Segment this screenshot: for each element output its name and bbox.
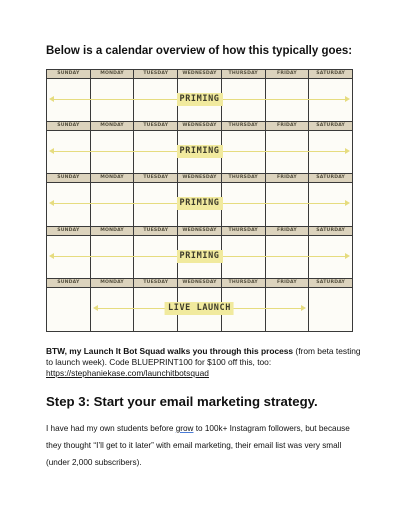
arrow-right-icon [345,253,350,259]
span-arrow [97,302,303,313]
arrow-left-icon [49,253,54,259]
arrow-left-icon [49,96,54,102]
day-header: MONDAY [91,174,135,182]
day-cell [266,236,310,279]
day-header: MONDAY [91,70,135,78]
day-header: WEDNESDAY [178,122,222,130]
day-header: WEDNESDAY [178,174,222,182]
day-header: SUNDAY [47,70,91,78]
calendar-week [47,70,352,122]
arrow-right-icon [345,148,350,154]
day-cell [91,79,135,122]
calendar-week [47,227,352,279]
day-header: THURSDAY [222,174,266,182]
arrow-left-icon [49,200,54,206]
step-3-heading: Step 3: Start your email marketing strategy. [46,394,318,409]
phase-label: LIVE LAUNCH [165,302,234,315]
day-header: FRIDAY [266,174,310,182]
bot-squad-text: (from beta testing to launch week). Code BLUEPRINT100 for $100 off this, too: [46,346,361,367]
day-header-row [47,227,352,236]
day-cell [309,288,352,331]
day-cell [134,183,178,226]
day-header: THURSDAY [222,122,266,130]
calendar-week [47,122,352,174]
day-header: TUESDAY [134,70,178,78]
day-header: WEDNESDAY [178,70,222,78]
arrow-right-icon [301,305,306,311]
launch-calendar [46,69,353,332]
day-header: THURSDAY [222,279,266,287]
day-header: SUNDAY [47,174,91,182]
phase-label: PRIMING [176,197,222,210]
day-header: WEDNESDAY [178,227,222,235]
day-cell [47,288,91,331]
arrow-left-icon [93,305,98,311]
span-arrow [53,198,346,209]
day-header: SUNDAY [47,122,91,130]
day-header-row [47,279,352,288]
day-header: FRIDAY [266,279,310,287]
day-header: WEDNESDAY [178,279,222,287]
calendar-week [47,279,352,331]
day-header: SATURDAY [316,175,346,181]
day-header-row [47,174,352,183]
calendar-week [47,174,352,226]
day-header-row [47,122,352,131]
span-arrow [53,94,346,104]
bot-squad-bold: BTW, my Launch It Bot Squad walks you through this process [46,346,294,356]
day-cell [134,131,178,174]
day-header: SATURDAY [316,123,346,129]
day-header: FRIDAY [266,122,310,130]
day-header: TUESDAY [134,174,178,182]
day-cell [222,79,266,122]
arrow-right-icon [345,200,350,206]
day-header: FRIDAY [266,70,310,78]
day-header: THURSDAY [222,227,266,235]
day-header: SATURDAY [316,279,346,285]
paragraph-before: I have had my own students before [46,424,176,433]
day-cell [222,236,266,279]
day-cell [134,236,178,279]
day-header: SUNDAY [47,227,91,235]
day-header: MONDAY [91,122,135,130]
email-paragraph [46,420,358,471]
grow-word: grow [175,424,194,433]
span-arrow [53,250,346,261]
day-cell [222,183,266,226]
day-cell [134,79,178,122]
phase-label: PRIMING [176,250,222,263]
day-header: MONDAY [91,227,135,235]
day-header: TUESDAY [134,279,178,287]
bot-squad-note [46,346,366,379]
day-header: FRIDAY [266,227,310,235]
day-header: TUESDAY [134,227,178,235]
day-cell [222,131,266,174]
day-cell [266,183,310,226]
day-cell [91,183,135,226]
day-header-row [47,70,352,79]
bot-squad-link[interactable]: https://stephaniekase.com/launchitbotsquad [46,368,209,378]
calendar-intro: Below is a calendar overview of how this typically goes: [46,45,353,57]
paragraph-after: to 100k+ Instagram followers, but because they thought “I’ll get to it later” with email marketing, their email list was very small (under 2,000 subscribers). [46,424,350,467]
day-header: MONDAY [91,279,135,287]
day-header: SUNDAY [47,279,91,287]
day-cell [266,131,310,174]
arrow-left-icon [49,148,54,154]
phase-label: PRIMING [176,93,222,106]
phase-label: PRIMING [176,145,222,158]
day-header: TUESDAY [134,122,178,130]
span-arrow [53,146,346,157]
day-header: SATURDAY [316,227,346,233]
day-header: SATURDAY [316,71,346,76]
day-cell [91,131,135,174]
day-cell [266,79,310,122]
arrow-right-icon [345,96,350,102]
day-header: THURSDAY [222,70,266,78]
day-cell [91,236,135,279]
